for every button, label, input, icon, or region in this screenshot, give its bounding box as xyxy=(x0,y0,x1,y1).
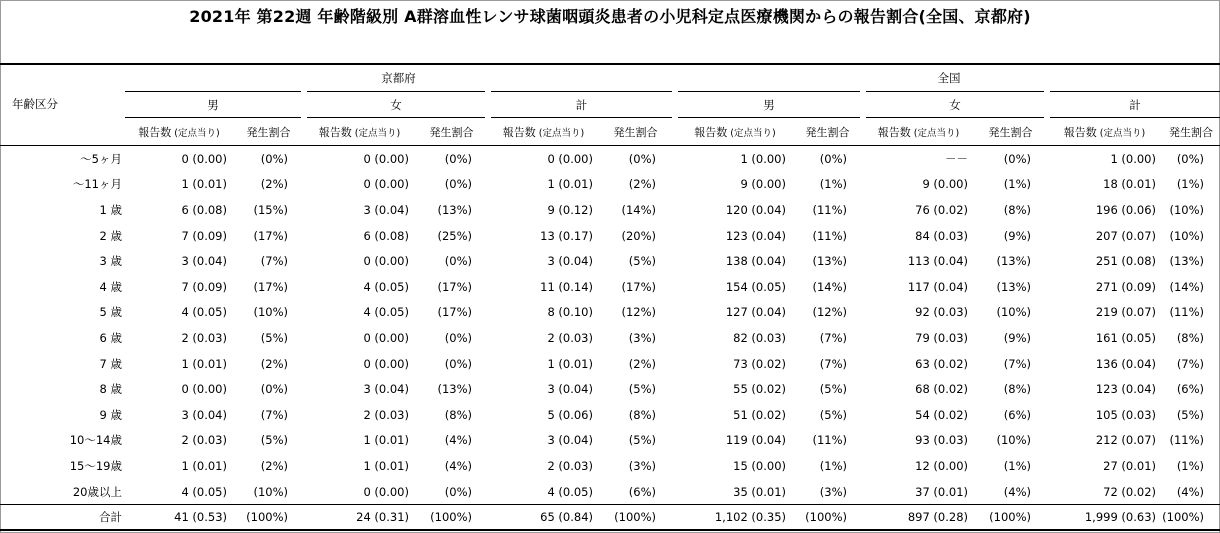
ratio-cell: (8%) xyxy=(1176,330,1205,345)
count-header-sub: (定点当り) xyxy=(174,127,220,139)
count-header-sub: (定点当り) xyxy=(913,127,960,139)
count-cell: 0 (0.00) xyxy=(181,382,227,397)
count-header xyxy=(1047,118,1162,146)
ratio-cell: (17%) xyxy=(253,279,288,294)
ratio-cell: (0%) xyxy=(444,254,472,269)
ratio-cell: (2%) xyxy=(628,177,656,192)
total-label: 合計 xyxy=(0,505,125,531)
table-row xyxy=(0,274,1220,300)
ratio-cell: (1%) xyxy=(1176,177,1205,192)
count-cell: 41 (0.53) xyxy=(125,505,233,531)
count-cell: 161 (0.05) xyxy=(1095,330,1156,345)
ratio-cell: (14%) xyxy=(1169,279,1205,294)
count-header-main: 報告数 xyxy=(877,125,911,139)
ratio-cell: (100%) xyxy=(974,505,1047,531)
age-label: ～5ヶ月 xyxy=(80,151,122,166)
count-cell: 92 (0.03) xyxy=(915,305,968,320)
count-cell: 3 (0.04) xyxy=(547,382,593,397)
count-cell: 1 (0.00) xyxy=(740,151,786,166)
age-label: 7 歳 xyxy=(99,356,122,371)
age-label: 8 歳 xyxy=(99,382,122,397)
count-header xyxy=(678,118,792,146)
count-cell: 117 (0.04) xyxy=(907,279,968,294)
table-row xyxy=(0,300,1220,326)
ratio-cell: (4%) xyxy=(444,458,472,473)
count-cell: 51 (0.02) xyxy=(733,407,786,422)
region-header-national: 全国 xyxy=(678,64,1220,92)
ratio-cell: (0%) xyxy=(819,151,847,166)
count-cell: 2 (0.03) xyxy=(547,458,593,473)
ratio-cell: (5%) xyxy=(260,433,288,448)
table-row xyxy=(0,428,1220,454)
ratio-cell: (12%) xyxy=(812,305,847,320)
count-cell: 3 (0.04) xyxy=(363,202,409,217)
ratio-cell: (17%) xyxy=(437,305,472,320)
ratio-cell: (13%) xyxy=(996,254,1031,269)
ratio-cell: (2%) xyxy=(260,177,288,192)
ratio-cell: (11%) xyxy=(1169,305,1205,320)
count-cell: 3 (0.04) xyxy=(547,254,593,269)
ratio-cell: (2%) xyxy=(260,458,288,473)
ratio-cell: (7%) xyxy=(1003,356,1031,371)
ratio-cell: (10%) xyxy=(1169,228,1205,243)
ratio-cell: (0%) xyxy=(260,382,288,397)
ratio-cell: (1%) xyxy=(1003,177,1031,192)
table-row xyxy=(0,146,1220,172)
ratio-cell: (17%) xyxy=(253,228,288,243)
ratio-cell: (3%) xyxy=(819,484,847,499)
count-cell: 1 (0.01) xyxy=(181,177,227,192)
count-cell: 9 (0.12) xyxy=(547,202,593,217)
ratio-cell: (5%) xyxy=(628,433,656,448)
ratio-cell: (6%) xyxy=(628,484,656,499)
ratio-cell: (100%) xyxy=(792,505,863,531)
age-label: 15～19歳 xyxy=(69,458,122,473)
count-cell: 113 (0.04) xyxy=(907,254,968,269)
ratio-header: 発生割合 xyxy=(974,118,1047,146)
age-label: 3 歳 xyxy=(99,254,122,269)
ratio-cell: (0%) xyxy=(444,330,472,345)
count-cell: 12 (0.00) xyxy=(915,458,968,473)
ratio-cell: (10%) xyxy=(996,305,1031,320)
ratio-cell: (5%) xyxy=(628,382,656,397)
count-cell: 1 (0.01) xyxy=(547,356,593,371)
ratio-cell: (4%) xyxy=(1176,484,1205,499)
count-cell: 72 (0.02) xyxy=(1103,484,1156,499)
count-header-sub: (定点当り) xyxy=(1099,127,1146,139)
count-cell: 27 (0.01) xyxy=(1103,458,1156,473)
ratio-header: 発生割合 xyxy=(792,118,863,146)
count-cell: 35 (0.01) xyxy=(733,484,786,499)
count-cell: 15 (0.00) xyxy=(733,458,786,473)
ratio-cell: (7%) xyxy=(819,356,847,371)
age-column-header: 年齢区分 xyxy=(0,92,125,146)
ratio-cell: (1%) xyxy=(1176,458,1205,473)
ratio-cell: (0%) xyxy=(444,151,472,166)
ratio-header: 発生割合 xyxy=(233,118,304,146)
count-header-sub: (定点当り) xyxy=(730,127,776,139)
page-title: 2021年 第22週 年齢階級別 A群溶血性レンサ球菌咽頭炎患者の小児科定点医療機関からの報告割合(全国、京都府) xyxy=(189,7,1031,26)
count-cell: 127 (0.04) xyxy=(725,305,786,320)
ratio-cell: (1%) xyxy=(819,458,847,473)
table-row xyxy=(0,402,1220,428)
ratio-cell: (5%) xyxy=(628,254,656,269)
count-cell: 207 (0.07) xyxy=(1095,228,1156,243)
ratio-cell: (11%) xyxy=(812,228,847,243)
count-cell: 9 (0.00) xyxy=(740,177,786,192)
count-cell: 123 (0.04) xyxy=(725,228,786,243)
ratio-header: 発生割合 xyxy=(1162,118,1220,146)
count-header-main: 報告数 xyxy=(318,125,352,139)
count-header-main: 報告数 xyxy=(694,125,728,139)
ratio-cell: (13%) xyxy=(996,279,1031,294)
ratio-header: 発生割合 xyxy=(415,118,488,146)
ratio-cell: (8%) xyxy=(1003,382,1031,397)
report-table xyxy=(0,63,1220,531)
table-body xyxy=(0,146,1220,531)
count-cell: 37 (0.01) xyxy=(915,484,968,499)
table-row xyxy=(0,351,1220,377)
count-cell: 84 (0.03) xyxy=(915,228,968,243)
count-header xyxy=(125,118,233,146)
count-cell: 7 (0.09) xyxy=(181,279,227,294)
ratio-cell: (5%) xyxy=(1176,407,1205,422)
ratio-cell: (100%) xyxy=(599,505,672,531)
count-cell: 0 (0.00) xyxy=(363,151,409,166)
age-label: 6 歳 xyxy=(99,330,122,345)
ratio-cell: (10%) xyxy=(253,305,288,320)
count-header-main: 報告数 xyxy=(1063,125,1097,139)
ratio-cell: (6%) xyxy=(1176,382,1205,397)
ratio-cell: (0%) xyxy=(444,356,472,371)
ratio-cell: (13%) xyxy=(812,254,847,269)
count-cell: 8 (0.10) xyxy=(547,305,593,320)
count-cell: 2 (0.03) xyxy=(181,330,227,345)
ratio-cell: (100%) xyxy=(415,505,488,531)
count-cell: 55 (0.02) xyxy=(733,382,786,397)
count-cell: 0 (0.00) xyxy=(181,151,227,166)
ratio-cell: (13%) xyxy=(437,202,472,217)
count-header-main: 報告数 xyxy=(138,125,172,139)
sex-header-male: 男 xyxy=(125,92,304,118)
ratio-cell: (10%) xyxy=(996,433,1031,448)
ratio-cell: (10%) xyxy=(1169,202,1205,217)
ratio-cell: (5%) xyxy=(819,382,847,397)
age-label: 4 歳 xyxy=(99,279,122,294)
count-cell: 18 (0.01) xyxy=(1103,177,1156,192)
count-cell: 1 (0.01) xyxy=(181,356,227,371)
count-cell: 76 (0.02) xyxy=(915,202,968,217)
count-cell: 3 (0.04) xyxy=(181,407,227,422)
count-header-sub: (定点当り) xyxy=(538,127,585,139)
ratio-cell: (20%) xyxy=(621,228,656,243)
age-label: 10～14歳 xyxy=(69,433,122,448)
count-cell: 11 (0.14) xyxy=(540,279,593,294)
count-cell: 2 (0.03) xyxy=(363,407,409,422)
count-cell: 63 (0.02) xyxy=(915,356,968,371)
ratio-cell: (5%) xyxy=(260,330,288,345)
age-label: ～11ヶ月 xyxy=(72,177,122,192)
age-label: 2 歳 xyxy=(99,228,122,243)
ratio-cell: (1%) xyxy=(1003,458,1031,473)
region-header-kyoto: 京都府 xyxy=(125,64,672,92)
count-cell: 1 (0.01) xyxy=(547,177,593,192)
count-header-main: 報告数 xyxy=(502,125,536,139)
ratio-cell: (8%) xyxy=(444,407,472,422)
ratio-cell: (3%) xyxy=(628,330,656,345)
ratio-cell: (4%) xyxy=(1003,484,1031,499)
table-row xyxy=(0,376,1220,402)
ratio-cell: (0%) xyxy=(628,151,656,166)
count-cell: 13 (0.17) xyxy=(540,228,593,243)
count-header xyxy=(863,118,974,146)
ratio-cell: (2%) xyxy=(260,356,288,371)
count-cell: 4 (0.05) xyxy=(181,305,227,320)
count-cell: 5 (0.06) xyxy=(547,407,593,422)
count-cell: 0 (0.00) xyxy=(363,356,409,371)
count-cell: 1,999 (0.63) xyxy=(1047,505,1162,531)
count-cell: 105 (0.03) xyxy=(1095,407,1156,422)
table-row xyxy=(0,197,1220,223)
ratio-cell: (7%) xyxy=(260,407,288,422)
count-cell: 4 (0.05) xyxy=(547,484,593,499)
ratio-cell: (7%) xyxy=(819,330,847,345)
count-cell: 1 (0.01) xyxy=(363,458,409,473)
count-cell: 3 (0.04) xyxy=(181,254,227,269)
age-label: 9 歳 xyxy=(99,407,122,422)
sex-header-female: 女 xyxy=(304,92,488,118)
table-row xyxy=(0,453,1220,479)
count-cell: 120 (0.04) xyxy=(725,202,786,217)
count-cell: 4 (0.05) xyxy=(363,305,409,320)
count-cell: 251 (0.08) xyxy=(1095,254,1156,269)
ratio-cell: (0%) xyxy=(1003,151,1031,166)
count-cell: 1 (0.01) xyxy=(363,433,409,448)
ratio-cell: (8%) xyxy=(628,407,656,422)
count-cell: 0 (0.00) xyxy=(363,254,409,269)
ratio-cell: (13%) xyxy=(1169,254,1205,269)
count-cell: 54 (0.02) xyxy=(915,407,968,422)
ratio-cell: (9%) xyxy=(1003,330,1031,345)
ratio-cell: (11%) xyxy=(812,433,847,448)
ratio-cell: (3%) xyxy=(628,458,656,473)
table-row xyxy=(0,248,1220,274)
count-cell: 2 (0.03) xyxy=(547,330,593,345)
count-cell: 219 (0.07) xyxy=(1095,305,1156,320)
ratio-cell: (1%) xyxy=(819,177,847,192)
count-cell: 897 (0.28) xyxy=(863,505,974,531)
ratio-cell: (11%) xyxy=(1169,433,1205,448)
ratio-cell: (14%) xyxy=(621,202,656,217)
count-cell: 65 (0.84) xyxy=(488,505,599,531)
count-cell: 154 (0.05) xyxy=(725,279,786,294)
count-cell: 123 (0.04) xyxy=(1095,382,1156,397)
table-row xyxy=(0,479,1220,505)
ratio-cell: (12%) xyxy=(621,305,656,320)
table-row xyxy=(0,325,1220,351)
count-cell: 6 (0.08) xyxy=(363,228,409,243)
count-cell: 196 (0.06) xyxy=(1095,202,1156,217)
count-cell: 1,102 (0.35) xyxy=(678,505,792,531)
age-label: 5 歳 xyxy=(99,305,122,320)
ratio-cell: (17%) xyxy=(437,279,472,294)
count-cell: 0 (0.00) xyxy=(363,484,409,499)
count-cell: 0 (0.00) xyxy=(363,330,409,345)
count-cell: 4 (0.05) xyxy=(181,484,227,499)
ratio-cell: (11%) xyxy=(812,202,847,217)
ratio-cell: (2%) xyxy=(628,356,656,371)
ratio-cell: (15%) xyxy=(253,202,288,217)
ratio-cell: (0%) xyxy=(444,484,472,499)
count-cell: 82 (0.03) xyxy=(733,330,786,345)
table-row xyxy=(0,223,1220,249)
count-cell: 1 (0.01) xyxy=(181,458,227,473)
ratio-cell: (4%) xyxy=(444,433,472,448)
header-row-sex xyxy=(0,92,1220,118)
ratio-cell: (0%) xyxy=(1176,151,1205,166)
ratio-cell: (0%) xyxy=(444,177,472,192)
ratio-cell: (0%) xyxy=(260,151,288,166)
ratio-cell: (8%) xyxy=(1003,202,1031,217)
age-label: 1 歳 xyxy=(99,202,122,217)
count-cell: 79 (0.03) xyxy=(915,330,968,345)
header-row-measure xyxy=(0,118,1220,146)
count-header-sub: (定点当り) xyxy=(354,127,401,139)
count-cell: 212 (0.07) xyxy=(1095,433,1156,448)
count-cell: －－ xyxy=(945,151,968,166)
count-cell: 6 (0.08) xyxy=(181,202,227,217)
count-cell: 0 (0.00) xyxy=(547,151,593,166)
ratio-cell: (6%) xyxy=(1003,407,1031,422)
ratio-cell: (25%) xyxy=(437,228,472,243)
count-cell: 119 (0.04) xyxy=(725,433,786,448)
table-row xyxy=(0,172,1220,198)
ratio-cell: (14%) xyxy=(812,279,847,294)
count-header xyxy=(488,118,599,146)
count-cell: 9 (0.00) xyxy=(922,177,968,192)
ratio-cell: (100%) xyxy=(233,505,304,531)
ratio-header: 発生割合 xyxy=(599,118,672,146)
age-label: 20歳以上 xyxy=(72,484,122,499)
ratio-cell: (7%) xyxy=(1176,356,1205,371)
count-cell: 73 (0.02) xyxy=(733,356,786,371)
sex-header-female: 女 xyxy=(863,92,1047,118)
count-cell: 7 (0.09) xyxy=(181,228,227,243)
count-cell: 3 (0.04) xyxy=(547,433,593,448)
count-cell: 271 (0.09) xyxy=(1095,279,1156,294)
header-row-region xyxy=(0,64,1220,92)
count-cell: 93 (0.03) xyxy=(915,433,968,448)
ratio-cell: (10%) xyxy=(253,484,288,499)
count-cell: 24 (0.31) xyxy=(304,505,415,531)
sex-header-male: 男 xyxy=(678,92,863,118)
sex-header-total: 計 xyxy=(488,92,672,118)
count-cell: 1 (0.00) xyxy=(1110,151,1156,166)
count-cell: 136 (0.04) xyxy=(1095,356,1156,371)
ratio-cell: (9%) xyxy=(1003,228,1031,243)
total-row xyxy=(0,505,1220,531)
ratio-cell: (5%) xyxy=(819,407,847,422)
count-cell: 0 (0.00) xyxy=(363,177,409,192)
count-cell: 2 (0.03) xyxy=(181,433,227,448)
ratio-cell: (13%) xyxy=(437,382,472,397)
ratio-cell: (100%) xyxy=(1162,505,1220,531)
count-cell: 3 (0.04) xyxy=(363,382,409,397)
ratio-cell: (17%) xyxy=(621,279,656,294)
count-cell: 4 (0.05) xyxy=(363,279,409,294)
ratio-cell: (7%) xyxy=(260,254,288,269)
count-header xyxy=(304,118,415,146)
count-cell: 138 (0.04) xyxy=(725,254,786,269)
count-cell: 68 (0.02) xyxy=(915,382,968,397)
sex-header-total: 計 xyxy=(1047,92,1220,118)
